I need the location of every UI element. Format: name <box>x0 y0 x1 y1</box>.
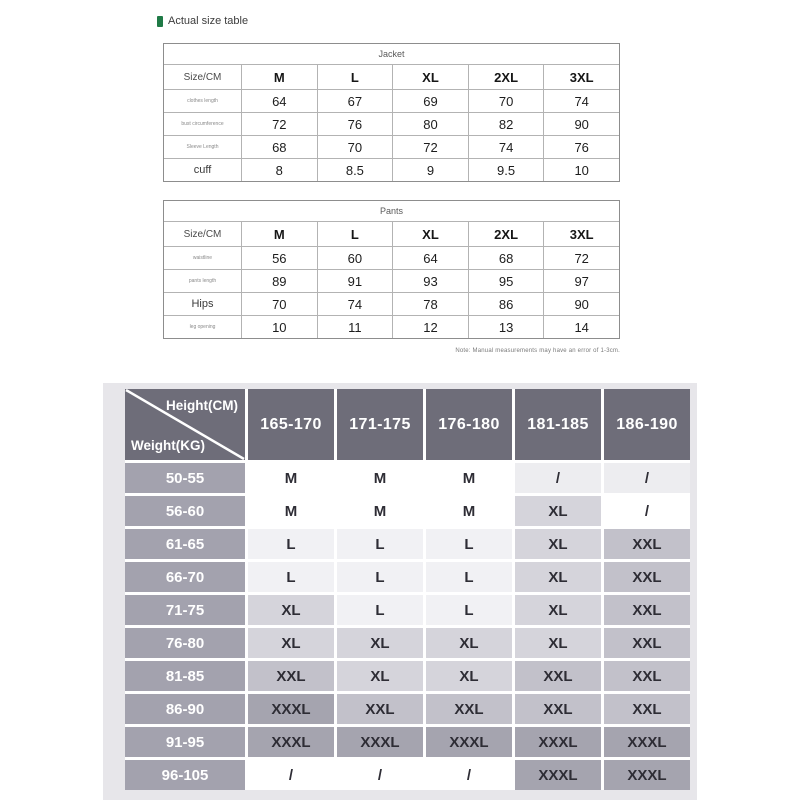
spec-value-cell: 8 <box>241 158 317 181</box>
spec-row-label: waistline <box>164 246 241 269</box>
spec-row-label: Hips <box>164 292 241 315</box>
spec-value-cell: 68 <box>241 135 317 158</box>
recommended-size-cell: XL <box>337 661 423 691</box>
recommended-size-cell: XL <box>426 661 512 691</box>
recommended-size-cell: M <box>426 463 512 493</box>
spec-value-cell: 91 <box>317 269 393 292</box>
recommended-size-cell: XXL <box>604 595 690 625</box>
height-range-header: 186-190 <box>604 389 690 460</box>
recommended-size-cell: / <box>248 760 334 790</box>
spec-value-cell: 60 <box>317 246 393 269</box>
recommended-size-cell: L <box>337 562 423 592</box>
weight-axis-label: Weight(KG) <box>131 438 205 453</box>
green-bullet-icon <box>157 16 163 27</box>
spec-value-cell: 90 <box>543 112 619 135</box>
recommended-size-cell: / <box>604 463 690 493</box>
height-range-header: 171-175 <box>337 389 423 460</box>
recommended-size-cell: XL <box>248 595 334 625</box>
spec-table-title: Jacket <box>378 49 405 59</box>
spec-value-cell: 10 <box>241 315 317 338</box>
spec-value-cell: 70 <box>241 292 317 315</box>
spec-value-cell: 64 <box>392 246 468 269</box>
size-column-header: 2XL <box>468 64 544 89</box>
weight-range-label: 56-60 <box>125 496 245 526</box>
recommended-size-cell: M <box>248 463 334 493</box>
recommended-size-cell: M <box>337 496 423 526</box>
recommended-size-cell: XXXL <box>337 727 423 757</box>
spec-value-cell: 90 <box>543 292 619 315</box>
recommended-size-cell: XL <box>515 628 601 658</box>
matrix-corner-cell <box>125 389 245 460</box>
spec-value-cell: 74 <box>543 89 619 112</box>
size-column-header: L <box>317 221 393 246</box>
spec-value-cell: 8.5 <box>317 158 393 181</box>
recommended-size-cell: XL <box>337 628 423 658</box>
size-cm-header: Size/CM <box>164 221 241 246</box>
section-title <box>157 15 248 27</box>
spec-value-cell: 14 <box>543 315 619 338</box>
recommended-size-cell: / <box>426 760 512 790</box>
recommended-size-cell: XL <box>515 529 601 559</box>
recommended-size-cell: XXXL <box>515 760 601 790</box>
size-column-header: M <box>241 221 317 246</box>
spec-value-cell: 9 <box>392 158 468 181</box>
recommended-size-cell: / <box>337 760 423 790</box>
recommended-size-cell: L <box>337 595 423 625</box>
recommended-size-cell: L <box>248 529 334 559</box>
recommended-size-cell: XXXL <box>248 727 334 757</box>
recommended-size-cell: XXL <box>426 694 512 724</box>
weight-range-label: 71-75 <box>125 595 245 625</box>
recommended-size-cell: XXL <box>604 694 690 724</box>
weight-range-label: 81-85 <box>125 661 245 691</box>
size-column-header: M <box>241 64 317 89</box>
recommended-size-cell: M <box>426 496 512 526</box>
recommended-size-cell: XXL <box>515 694 601 724</box>
spec-value-cell: 97 <box>543 269 619 292</box>
spec-row-label: clothes length <box>164 89 241 112</box>
spec-value-cell: 12 <box>392 315 468 338</box>
size-column-header: XL <box>392 221 468 246</box>
recommended-size-cell: L <box>426 595 512 625</box>
recommended-size-cell: XL <box>515 595 601 625</box>
spec-value-cell: 9.5 <box>468 158 544 181</box>
spec-value-cell: 11 <box>317 315 393 338</box>
recommended-size-cell: XXL <box>604 529 690 559</box>
recommended-size-cell: XXXL <box>515 727 601 757</box>
recommended-size-cell: L <box>337 529 423 559</box>
spec-value-cell: 69 <box>392 89 468 112</box>
spec-value-cell: 56 <box>241 246 317 269</box>
recommended-size-cell: XXL <box>604 661 690 691</box>
spec-value-cell: 93 <box>392 269 468 292</box>
weight-range-label: 91-95 <box>125 727 245 757</box>
spec-value-cell: 80 <box>392 112 468 135</box>
size-column-header: XL <box>392 64 468 89</box>
pants-size-table <box>163 200 620 339</box>
recommended-size-cell: L <box>426 562 512 592</box>
height-range-header: 176-180 <box>426 389 512 460</box>
weight-range-label: 76-80 <box>125 628 245 658</box>
spec-value-cell: 10 <box>543 158 619 181</box>
spec-value-cell: 74 <box>317 292 393 315</box>
recommended-size-cell: M <box>337 463 423 493</box>
recommended-size-cell: XXL <box>604 562 690 592</box>
spec-value-cell: 78 <box>392 292 468 315</box>
spec-value-cell: 70 <box>468 89 544 112</box>
recommended-size-cell: XXL <box>515 661 601 691</box>
size-column-header: L <box>317 64 393 89</box>
recommended-size-cell: XL <box>515 496 601 526</box>
recommended-size-cell: XXL <box>248 661 334 691</box>
height-range-header: 165-170 <box>248 389 334 460</box>
recommended-size-cell: L <box>426 529 512 559</box>
spec-row-label: leg opening <box>164 315 241 338</box>
size-column-header: 3XL <box>543 64 619 89</box>
recommended-size-cell: XXXL <box>604 727 690 757</box>
weight-range-label: 50-55 <box>125 463 245 493</box>
spec-value-cell: 95 <box>468 269 544 292</box>
spec-row-label: cuff <box>164 158 241 181</box>
recommended-size-cell: XXL <box>604 628 690 658</box>
size-recommendation-image <box>103 383 697 800</box>
recommended-size-cell: XXXL <box>604 760 690 790</box>
spec-value-cell: 89 <box>241 269 317 292</box>
size-column-header: 3XL <box>543 221 619 246</box>
height-range-header: 181-185 <box>515 389 601 460</box>
weight-range-label: 66-70 <box>125 562 245 592</box>
spec-value-cell: 64 <box>241 89 317 112</box>
spec-value-cell: 72 <box>241 112 317 135</box>
spec-value-cell: 67 <box>317 89 393 112</box>
size-cm-header: Size/CM <box>164 64 241 89</box>
spec-value-cell: 74 <box>468 135 544 158</box>
spec-row-label: bust circumference <box>164 112 241 135</box>
spec-value-cell: 76 <box>317 112 393 135</box>
weight-range-label: 61-65 <box>125 529 245 559</box>
spec-row-label: Sleeve Length <box>164 135 241 158</box>
spec-value-cell: 72 <box>392 135 468 158</box>
spec-value-cell: 72 <box>543 246 619 269</box>
spec-value-cell: 82 <box>468 112 544 135</box>
spec-value-cell: 68 <box>468 246 544 269</box>
measurement-note: Note: Manual measurements may have an error of 1-3cm. <box>455 348 620 354</box>
recommended-size-cell: / <box>604 496 690 526</box>
size-recommendation-table <box>125 389 690 790</box>
jacket-size-table <box>163 43 620 182</box>
spec-value-cell: 13 <box>468 315 544 338</box>
spec-value-cell: 70 <box>317 135 393 158</box>
recommended-size-cell: XXXL <box>248 694 334 724</box>
spec-table-title: Pants <box>379 206 403 216</box>
weight-range-label: 86-90 <box>125 694 245 724</box>
recommended-size-cell: L <box>248 562 334 592</box>
recommended-size-cell: XXL <box>337 694 423 724</box>
spec-value-cell: 76 <box>543 135 619 158</box>
height-axis-label: Height(CM) <box>166 398 238 413</box>
recommended-size-cell: M <box>248 496 334 526</box>
spec-row-label: pants length <box>164 269 241 292</box>
spec-value-cell: 86 <box>468 292 544 315</box>
recommended-size-cell: XXXL <box>426 727 512 757</box>
weight-range-label: 96-105 <box>125 760 245 790</box>
recommended-size-cell: / <box>515 463 601 493</box>
size-column-header: 2XL <box>468 221 544 246</box>
recommended-size-cell: XL <box>426 628 512 658</box>
section-title-text: Actual size table <box>168 15 249 27</box>
recommended-size-cell: XL <box>248 628 334 658</box>
recommended-size-cell: XL <box>515 562 601 592</box>
